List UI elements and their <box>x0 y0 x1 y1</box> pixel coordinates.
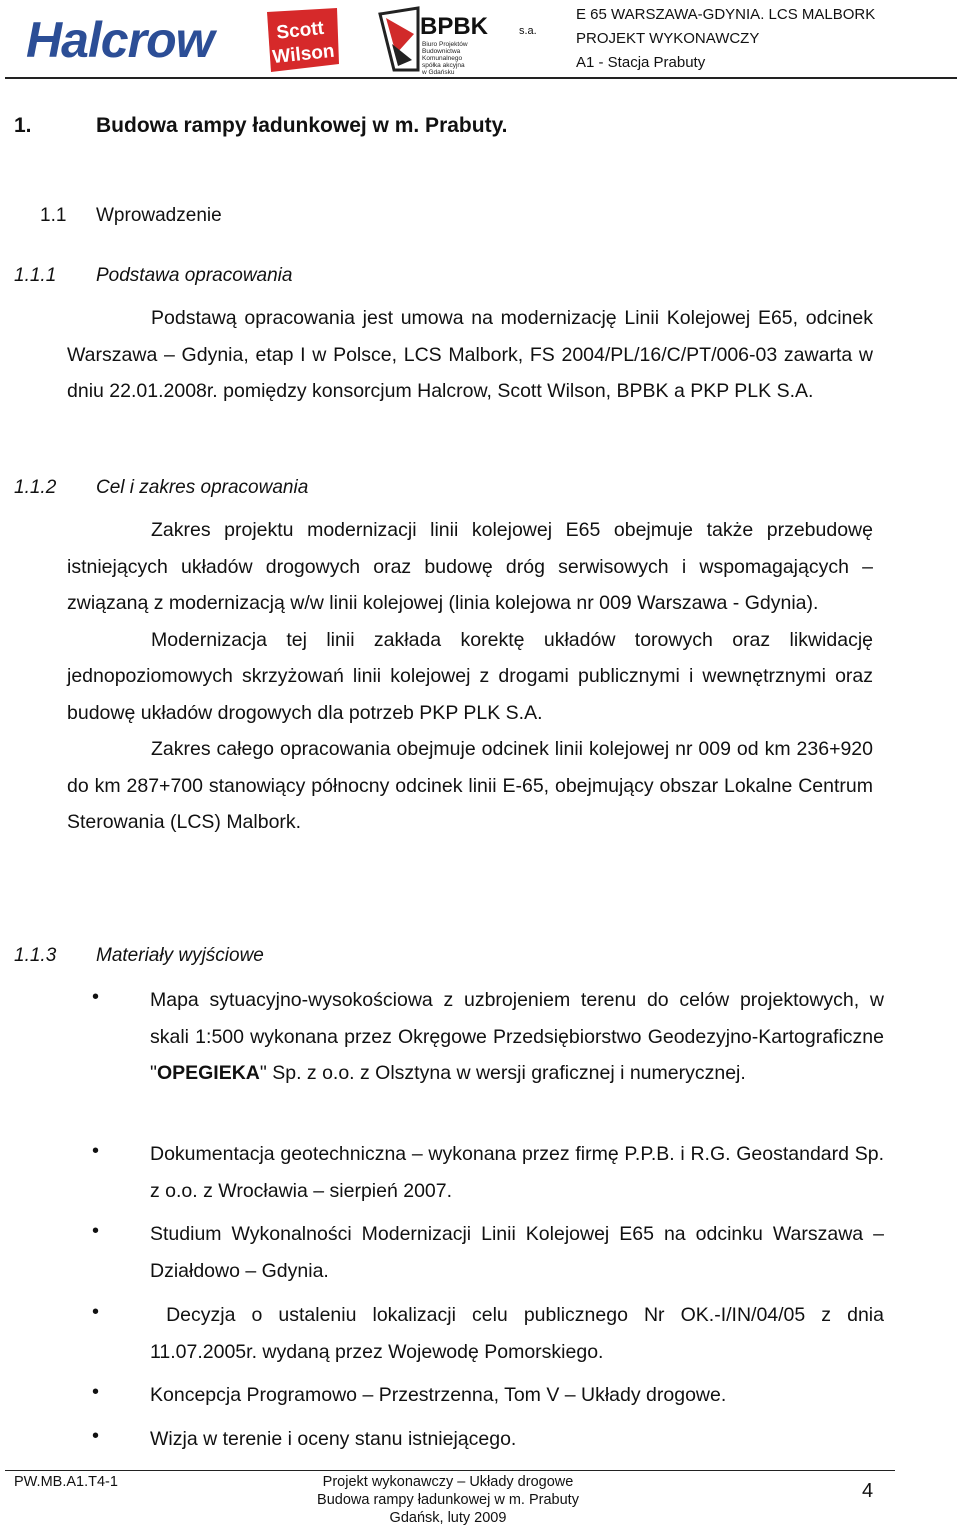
paragraph: Podstawą opracowania jest umowa na modernizację Linii Kolejowej E65, odcinek Warszawa – Gdynia, etap I w Polsce, LCS Malbork, FS 2004/PL/16/C/PT/006-03 zawarta w dniu 22.01.2008r. pomiędzy konsorcjum Halcrow, Scott Wilson, BPBK a PKP PLK S.A. <box>67 307 873 402</box>
halcrow-logo-text: Halcrow <box>26 12 214 68</box>
footer-line-1: Projekt wykonawczy – Układy drogowe <box>322 1474 574 1490</box>
page-number: 4 <box>862 1480 874 1502</box>
list-item <box>150 982 884 1092</box>
section-1-number: 1. <box>14 114 32 137</box>
bullet-icon: • <box>92 1301 100 1323</box>
section-1-1-3-number: 1.1.3 <box>14 945 57 966</box>
bullet-icon: • <box>92 1220 100 1242</box>
bpbk-logo <box>378 4 548 74</box>
bullet-icon: • <box>92 986 100 1008</box>
list-item: Koncepcja Programowo – Przestrzenna, Tom V – Układy drogowe. <box>150 1384 727 1406</box>
list-item: Studium Wykonalności Modernizacji Linii Kolejowej E65 na odcinku Warszawa – Działdowo – Gdynia. <box>150 1223 884 1282</box>
bpbk-text: BPBK <box>420 13 489 40</box>
list-item: Dokumentacja geotechniczna – wykonana przez firmę P.P.B. i R.G. Geostandard Sp. z o.o. z Wrocławia – sierpień 2007. <box>150 1143 884 1202</box>
bullet-icon: • <box>92 1140 100 1162</box>
section-1-1-1-title: Podstawa opracowania <box>96 265 293 286</box>
section-1-1-2-number: 1.1.2 <box>14 477 57 498</box>
header-line-2: PROJEKT WYKONAWCZY <box>576 30 760 47</box>
scott-wilson-logo <box>263 6 341 74</box>
paragraph: Modernizacja tej linii zakłada korektę układów torowych oraz likwidację jednopoziomowych skrzyżowań linii kolejowej z drogami publicznymi i wewnętrznymi oraz budowę układów drogowych dla potrzeb PKP PLK S.A. <box>67 628 873 724</box>
bullet-icon: • <box>92 1425 100 1447</box>
bpbk-sub-3: Komunalnego <box>422 55 463 62</box>
bullet-icon: • <box>92 1381 100 1403</box>
section-1-1-number: 1.1 <box>40 205 67 226</box>
paragraph: Zakres projektu modernizacji linii kolejowej E65 obejmuje także przebudowę istniejących układów drogowych oraz budowę dróg serwisowych i wspomagających – związaną z modernizacją w/w linii kolejowej (linia kolejowa nr 009 Warszawa - Gdynia). <box>67 519 873 614</box>
footer-center <box>290 1473 606 1527</box>
footer-line-2: Budowa rampy ładunkowej w m. Prabuty <box>317 1492 579 1508</box>
footer-code: PW.MB.A1.T4-1 <box>14 1474 118 1490</box>
scott-text: Scott <box>275 17 325 44</box>
paragraph: Zakres całego opracowania obejmuje odcinek linii kolejowej nr 009 od km 236+920 do km 287+700 stanowiący północny odcinek linii E-65, obejmujący obszar Lokalne Centrum Sterowania (LCS) Malbork. <box>67 738 873 833</box>
list-item-text: Mapa sytuacyjno-wysokościowa z uzbrojeniem terenu do celów projektowych, w skali 1:500 wykonana przez Okręgowe Przedsiębiorstwo Geodezyjno-Kartograficzne " <box>150 989 884 1084</box>
wilson-text: Wilson <box>271 40 336 69</box>
halcrow-logo <box>26 10 214 70</box>
footer-line-3: Gdańsk, luty 2009 <box>389 1510 507 1526</box>
section-1-1-2-title: Cel i zakres opracowania <box>96 477 309 498</box>
list-item-text: " Sp. z o.o. z Olsztyna w wersji graficznej i numerycznej. <box>259 1062 746 1084</box>
bpbk-suffix: s.a. <box>519 25 537 37</box>
section-1-title: Budowa rampy ładunkowej w m. Prabuty. <box>96 114 508 137</box>
list-item: Wizja w terenie i oceny stanu istniejącego. <box>150 1428 517 1450</box>
section-1-1-2-body <box>67 512 873 841</box>
section-1-1-title: Wprowadzenie <box>96 205 222 226</box>
section-1-1-3-title: Materiały wyjściowe <box>96 945 264 966</box>
section-1-1-1-number: 1.1.1 <box>14 265 57 286</box>
header-divider <box>5 77 957 79</box>
header-line-1: E 65 WARSZAWA-GDYNIA. LCS MALBORK <box>576 6 876 23</box>
list-item: Decyzja o ustaleniu lokalizacji celu publicznego Nr OK.-I/IN/04/05 z dnia 11.07.2005r. wydaną przez Wojewodę Pomorskiego. <box>150 1304 890 1363</box>
footer-divider <box>5 1470 895 1471</box>
section-1-1-1-body <box>67 300 873 410</box>
list-item-bold: OPEGIEKA <box>156 1062 260 1084</box>
bpbk-sub-1: Biuro Projektów <box>422 41 468 48</box>
bpbk-sub-2: Budownictwa <box>422 48 461 55</box>
bpbk-sub-4: spółka akcyjna <box>422 62 465 69</box>
header-line-3: A1 - Stacja Prabuty <box>576 54 706 71</box>
bpbk-sub-5: w Gdańsku <box>422 69 455 74</box>
